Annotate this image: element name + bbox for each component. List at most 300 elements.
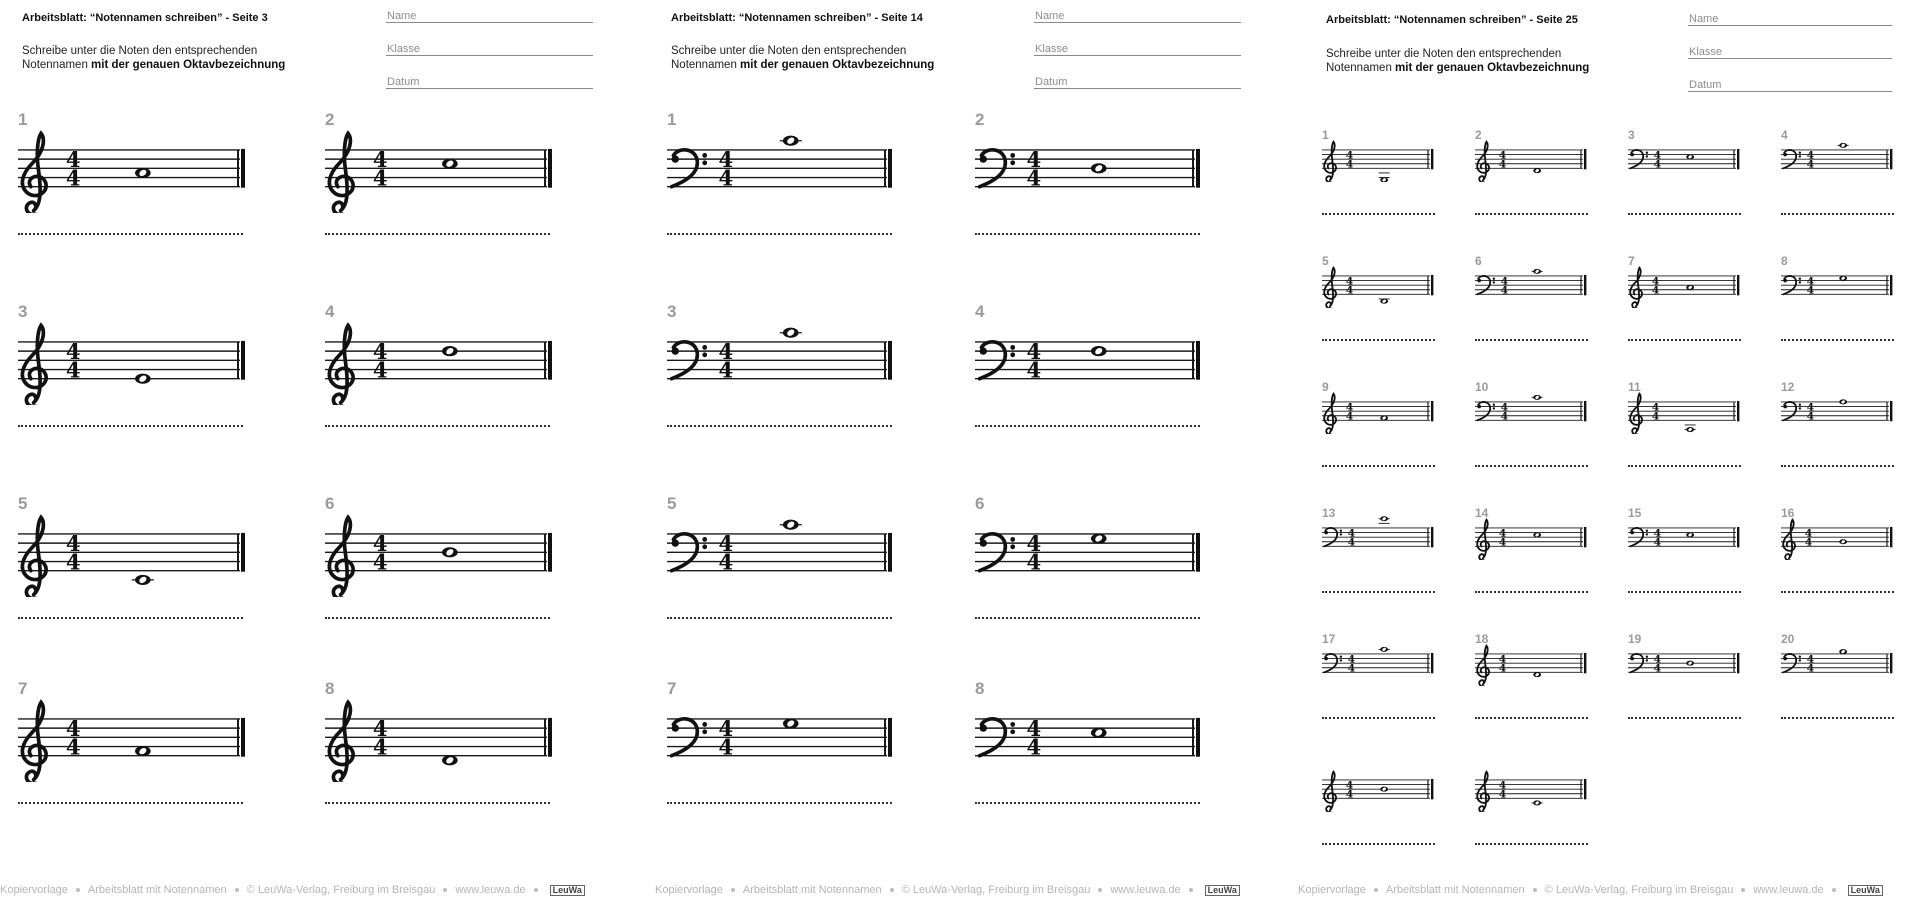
- staff-svg: [18, 695, 245, 782]
- exercise-number: 1: [18, 110, 28, 129]
- time-signature-digit: 4: [1653, 527, 1662, 540]
- staff-system: [325, 510, 552, 602]
- time-signature-digit: 4: [1026, 338, 1042, 364]
- answer-line[interactable]: [1475, 835, 1588, 845]
- footer-separator-icon: [1098, 888, 1102, 892]
- whole-note: [1380, 647, 1388, 652]
- instruction-bold: mit der genauen Oktavbezeichnung: [740, 59, 935, 72]
- staff-system: [1475, 642, 1588, 691]
- staff-system: [1322, 390, 1435, 439]
- footer-separator-icon: [1533, 888, 1537, 892]
- time-signature-digit: 4: [1498, 536, 1507, 549]
- time-signature-digit: 4: [1653, 653, 1662, 666]
- time-signature-digit: 4: [372, 338, 388, 364]
- instruction-bold: mit der genauen Oktavbezeichnung: [1395, 62, 1590, 75]
- exercise-number: 4: [1781, 128, 1788, 142]
- worksheet-title: Arbeitsblatt: “Notennamen schreiben” - Seite 25: [1326, 14, 1578, 26]
- time-signature-digit: 4: [372, 146, 388, 172]
- staff-svg: [325, 126, 552, 213]
- barline-thick: [241, 718, 245, 757]
- barline-thick: [1890, 401, 1892, 421]
- footer-separator-icon: [443, 888, 447, 892]
- time-signature-digit: 4: [65, 146, 81, 172]
- time-signature-digit: 4: [1806, 653, 1815, 666]
- answer-line[interactable]: [1781, 583, 1894, 593]
- whole-note: [1686, 427, 1694, 432]
- field-name[interactable]: Name: [1034, 10, 1241, 23]
- staff-system: [975, 510, 1200, 602]
- exercise-number: 13: [1322, 506, 1336, 520]
- time-signature-digit: 4: [1498, 662, 1507, 675]
- time-signature-digit: 4: [1498, 653, 1507, 666]
- staff-system: [1475, 138, 1588, 187]
- time-signature-digit: 4: [718, 734, 734, 760]
- staff-svg: [1781, 390, 1894, 434]
- staff-svg: [1781, 264, 1894, 308]
- barline-thick: [1890, 149, 1892, 169]
- answer-line[interactable]: [1781, 709, 1894, 719]
- staff-system: [667, 318, 892, 410]
- whole-note: [135, 374, 151, 384]
- answer-line[interactable]: [18, 225, 243, 235]
- staff-system: [1628, 138, 1741, 187]
- footer-separator-icon: [731, 888, 735, 892]
- time-signature-digit: 4: [1345, 158, 1354, 171]
- whole-note: [1091, 346, 1107, 356]
- time-signature-digit: 4: [1345, 410, 1354, 423]
- time-signature-digit: 4: [1806, 662, 1815, 675]
- barline-thick: [1584, 779, 1586, 799]
- exercise-number: 12: [1781, 380, 1795, 394]
- staff-svg: [1475, 264, 1588, 308]
- time-signature-digit: 4: [718, 549, 734, 575]
- barline-thick: [888, 149, 892, 188]
- answer-line[interactable]: [18, 794, 243, 804]
- barline-thick: [548, 341, 552, 380]
- staff-svg: [18, 510, 245, 597]
- staff-svg: [667, 318, 892, 405]
- treble-clef-icon: [329, 133, 353, 213]
- answer-line[interactable]: [667, 794, 892, 804]
- worksheet-page: [0, 0, 640, 904]
- exercise-number: 14: [1475, 506, 1489, 520]
- barline-thick: [1890, 653, 1892, 673]
- staff-svg: [667, 510, 892, 597]
- exercise-number: 17: [1322, 632, 1336, 646]
- footer-item: Kopiervorlage: [1298, 884, 1366, 896]
- footer-item: www.leuwa.de: [455, 884, 526, 896]
- answer-line[interactable]: [975, 417, 1200, 427]
- staff-svg: [1628, 516, 1741, 560]
- barline-thick: [1584, 653, 1586, 673]
- time-signature-digit: 4: [1500, 410, 1509, 423]
- exercise-number: 2: [1475, 128, 1482, 142]
- answer-line[interactable]: [667, 417, 892, 427]
- time-signature-digit: 4: [1806, 410, 1815, 423]
- whole-note: [1091, 728, 1107, 738]
- whole-note: [442, 547, 458, 557]
- staff-svg: [1322, 390, 1435, 434]
- field-name[interactable]: Name: [1688, 13, 1892, 26]
- footer-separator-icon: [1741, 888, 1745, 892]
- answer-line[interactable]: [667, 609, 892, 619]
- time-signature-digit: 4: [1498, 779, 1507, 792]
- footer-separator-icon: [235, 888, 239, 892]
- answer-line[interactable]: [1628, 205, 1741, 215]
- staff-svg: [1475, 516, 1588, 560]
- field-name[interactable]: Name: [386, 10, 593, 23]
- exercise-number: 5: [18, 494, 28, 513]
- answer-line[interactable]: [325, 609, 550, 619]
- staff-svg: [667, 126, 892, 213]
- time-signature-digit: 4: [1345, 779, 1354, 792]
- exercise-number: 11: [1628, 380, 1641, 394]
- treble-clef-icon: [1783, 520, 1795, 560]
- answer-line[interactable]: [325, 794, 550, 804]
- footer-separator-icon: [1374, 888, 1378, 892]
- barline-thick: [888, 341, 892, 380]
- whole-note: [1380, 516, 1388, 521]
- answer-line[interactable]: [1781, 331, 1894, 341]
- treble-clef-icon: [1324, 268, 1336, 308]
- treble-clef-icon: [1477, 142, 1489, 182]
- field-klasse[interactable]: Klasse: [1688, 46, 1892, 59]
- field-datum[interactable]: Datum: [1034, 76, 1241, 89]
- exercise-number: 6: [975, 494, 985, 513]
- answer-line[interactable]: [1475, 583, 1588, 593]
- exercise-number: 6: [325, 494, 335, 513]
- barline-thick: [548, 149, 552, 188]
- worksheet-page: [655, 0, 1275, 904]
- treble-clef-icon: [22, 133, 46, 213]
- barline-thick: [888, 533, 892, 572]
- exercise-number: 7: [667, 679, 677, 698]
- staff-svg: [1322, 138, 1435, 182]
- staff-svg: [1781, 138, 1894, 182]
- staff-system: [1781, 264, 1894, 313]
- answer-line[interactable]: [1322, 583, 1435, 593]
- footer-item: © LeuWa-Verlag, Freiburg im Breisgau: [901, 884, 1091, 896]
- staff-svg: [18, 126, 245, 213]
- whole-note: [1091, 533, 1107, 543]
- field-klasse[interactable]: Klasse: [1034, 43, 1241, 56]
- whole-note: [1686, 154, 1694, 159]
- field-datum[interactable]: Datum: [386, 76, 593, 89]
- footer-item: Arbeitsblatt mit Notennamen: [742, 884, 882, 896]
- treble-clef-icon: [22, 517, 46, 597]
- barline-thick: [548, 718, 552, 757]
- field-datum[interactable]: Datum: [1688, 79, 1892, 92]
- footer: [0, 884, 585, 896]
- leuwa-logo: LeuWa: [550, 885, 585, 896]
- barline-thick: [241, 533, 245, 572]
- time-signature-digit: 4: [1651, 284, 1660, 297]
- whole-note: [783, 136, 799, 146]
- time-signature-digit: 4: [372, 530, 388, 556]
- barline-thick: [1890, 275, 1892, 295]
- barline-thick: [1584, 149, 1586, 169]
- exercise-number: 2: [975, 110, 985, 129]
- staff-svg: [975, 318, 1200, 405]
- time-signature-digit: 4: [1345, 284, 1354, 297]
- exercise-number: 7: [18, 679, 28, 698]
- time-signature-digit: 4: [1804, 527, 1813, 540]
- staff-svg: [325, 510, 552, 597]
- staff-system: [975, 695, 1200, 787]
- staff-system: [1322, 138, 1435, 187]
- footer-separator-icon: [1189, 888, 1193, 892]
- staff-system: [18, 510, 245, 602]
- instruction-plain: Schreibe unter die Noten den entsprechenden Notennamen: [22, 45, 258, 72]
- time-signature-digit: 4: [1347, 662, 1356, 675]
- answer-line[interactable]: [1322, 331, 1435, 341]
- whole-note: [783, 718, 799, 728]
- answer-line[interactable]: [1781, 205, 1894, 215]
- whole-note: [1839, 276, 1847, 281]
- whole-note: [1839, 399, 1847, 404]
- barline-thick: [1196, 533, 1200, 572]
- barline-thick: [241, 149, 245, 188]
- whole-note: [1533, 532, 1541, 537]
- staff-system: [1628, 516, 1741, 565]
- answer-line[interactable]: [1628, 709, 1741, 719]
- staff-svg: [975, 510, 1200, 597]
- staff-svg: [1475, 768, 1588, 812]
- time-signature-digit: 4: [1500, 275, 1509, 288]
- barline-thick: [1431, 527, 1433, 547]
- field-klasse[interactable]: Klasse: [386, 43, 593, 56]
- time-signature-digit: 4: [1500, 284, 1509, 297]
- time-signature-digit: 4: [1498, 158, 1507, 171]
- answer-line[interactable]: [975, 794, 1200, 804]
- whole-note: [1533, 672, 1541, 677]
- staff-svg: [1781, 642, 1894, 686]
- footer-item: Kopiervorlage: [655, 884, 723, 896]
- worksheet-title: Arbeitsblatt: “Notennamen schreiben” - Seite 14: [671, 12, 923, 24]
- instruction-text: [671, 44, 971, 73]
- barline-thick: [1890, 527, 1892, 547]
- staff-system: [18, 318, 245, 410]
- answer-line[interactable]: [1322, 835, 1435, 845]
- answer-line[interactable]: [1628, 457, 1741, 467]
- answer-line[interactable]: [1628, 331, 1741, 341]
- treble-clef-icon: [1477, 772, 1489, 812]
- time-signature-digit: 4: [718, 146, 734, 172]
- exercise-number: 16: [1781, 506, 1795, 520]
- answer-line[interactable]: [1322, 709, 1435, 719]
- staff-system: [1781, 390, 1894, 439]
- staff-system: [325, 695, 552, 787]
- time-signature-digit: 4: [65, 338, 81, 364]
- footer-item: Arbeitsblatt mit Notennamen: [1385, 884, 1525, 896]
- whole-note: [783, 328, 799, 338]
- whole-note: [1839, 539, 1847, 544]
- time-signature-digit: 4: [1347, 653, 1356, 666]
- staff-svg: [1781, 516, 1894, 560]
- footer-separator-icon: [76, 888, 80, 892]
- staff-svg: [1628, 138, 1741, 182]
- exercise-number: 5: [667, 494, 677, 513]
- whole-note: [1533, 800, 1541, 805]
- worksheet-title: Arbeitsblatt: “Notennamen schreiben” - Seite 3: [22, 12, 268, 24]
- whole-note: [135, 168, 151, 178]
- instruction-plain: Schreibe unter die Noten den entsprechenden Notennamen: [671, 45, 907, 72]
- exercise-number: 10: [1475, 380, 1489, 394]
- time-signature-digit: 4: [1345, 401, 1354, 414]
- treble-clef-icon: [1630, 268, 1642, 308]
- treble-clef-icon: [1324, 142, 1336, 182]
- staff-system: [325, 318, 552, 410]
- treble-clef-icon: [1324, 394, 1336, 434]
- leuwa-logo: LeuWa: [1205, 885, 1240, 896]
- exercise-number: 4: [325, 302, 335, 321]
- answer-line[interactable]: [1322, 205, 1435, 215]
- time-signature-digit: 4: [1026, 146, 1042, 172]
- time-signature-digit: 4: [1345, 149, 1354, 162]
- time-signature-digit: 4: [1804, 536, 1813, 549]
- staff-system: [1475, 516, 1588, 565]
- whole-note: [442, 755, 458, 765]
- answer-line[interactable]: [1781, 457, 1894, 467]
- time-signature-digit: 4: [372, 715, 388, 741]
- staff-svg: [1628, 390, 1741, 434]
- staff-system: [1781, 516, 1894, 565]
- answer-line[interactable]: [18, 417, 243, 427]
- whole-note: [1380, 787, 1388, 792]
- answer-line[interactable]: [1628, 583, 1741, 593]
- exercise-number: 6: [1475, 254, 1482, 268]
- time-signature-digit: 4: [718, 715, 734, 741]
- treble-clef-icon: [22, 702, 46, 782]
- staff-system: [667, 695, 892, 787]
- barline-thick: [1196, 341, 1200, 380]
- time-signature-digit: 4: [1026, 357, 1042, 383]
- answer-line[interactable]: [1475, 205, 1588, 215]
- footer-separator-icon: [890, 888, 894, 892]
- time-signature-digit: 4: [65, 357, 81, 383]
- answer-line[interactable]: [1475, 709, 1588, 719]
- treble-clef-icon: [22, 325, 46, 405]
- treble-clef-icon: [329, 325, 353, 405]
- barline-thick: [1737, 275, 1739, 295]
- time-signature-digit: 4: [1806, 275, 1815, 288]
- treble-clef-icon: [329, 517, 353, 597]
- footer: [1298, 884, 1883, 896]
- time-signature-digit: 4: [1026, 734, 1042, 760]
- answer-line[interactable]: [667, 225, 892, 235]
- treble-clef-icon: [1324, 772, 1336, 812]
- staff-system: [1628, 390, 1741, 439]
- time-signature-digit: 4: [65, 530, 81, 556]
- exercise-number: 8: [1781, 254, 1788, 268]
- footer-item: www.leuwa.de: [1110, 884, 1181, 896]
- barline-thick: [1431, 149, 1433, 169]
- time-signature-digit: 4: [65, 165, 81, 191]
- whole-note: [1091, 163, 1107, 173]
- barline-thick: [1584, 401, 1586, 421]
- time-signature-digit: 4: [1498, 149, 1507, 162]
- exercise-number: 5: [1322, 254, 1329, 268]
- exercise-number: 15: [1628, 506, 1642, 520]
- whole-note: [1380, 299, 1388, 304]
- staff-system: [667, 126, 892, 218]
- time-signature-digit: 4: [718, 338, 734, 364]
- staff-system: [1322, 642, 1435, 691]
- footer-item: Kopiervorlage: [0, 884, 68, 896]
- footer-separator-icon: [534, 888, 538, 892]
- staff-system: [1322, 768, 1435, 817]
- answer-line[interactable]: [975, 225, 1200, 235]
- footer-item: www.leuwa.de: [1753, 884, 1824, 896]
- time-signature-digit: 4: [1026, 530, 1042, 556]
- whole-note: [135, 746, 151, 756]
- exercise-number: 8: [975, 679, 985, 698]
- treble-clef-icon: [1477, 520, 1489, 560]
- exercise-number: 3: [667, 302, 677, 321]
- time-signature-digit: 4: [1347, 527, 1356, 540]
- staff-system: [975, 318, 1200, 410]
- whole-note: [1839, 649, 1847, 654]
- staff-svg: [1322, 642, 1435, 686]
- time-signature-digit: 4: [65, 715, 81, 741]
- barline-thick: [1431, 779, 1433, 799]
- staff-system: [667, 510, 892, 602]
- answer-line[interactable]: [1475, 331, 1588, 341]
- whole-note: [1533, 168, 1541, 173]
- staff-svg: [1322, 516, 1435, 560]
- footer: [655, 884, 1240, 896]
- exercise-number: 8: [325, 679, 335, 698]
- time-signature-digit: 4: [1026, 715, 1042, 741]
- footer-item: © LeuWa-Verlag, Freiburg im Breisgau: [1544, 884, 1734, 896]
- whole-note: [1686, 285, 1694, 290]
- answer-line[interactable]: [975, 609, 1200, 619]
- exercise-number: 7: [1628, 254, 1635, 268]
- answer-line[interactable]: [325, 225, 550, 235]
- leuwa-logo: LeuWa: [1848, 885, 1883, 896]
- exercise-number: 19: [1628, 632, 1642, 646]
- whole-note: [1686, 532, 1694, 537]
- exercise-number: 1: [1322, 128, 1329, 142]
- staff-svg: [325, 695, 552, 782]
- footer-item: © LeuWa-Verlag, Freiburg im Breisgau: [246, 884, 436, 896]
- time-signature-digit: 4: [1653, 662, 1662, 675]
- barline-thick: [1431, 653, 1433, 673]
- answer-line[interactable]: [1475, 457, 1588, 467]
- answer-line[interactable]: [325, 417, 550, 427]
- exercise-number: 1: [667, 110, 677, 129]
- staff-system: [1475, 390, 1588, 439]
- answer-line[interactable]: [18, 609, 243, 619]
- worksheet-page: [1300, 0, 1920, 904]
- barline-thick: [1737, 653, 1739, 673]
- time-signature-digit: 4: [1651, 410, 1660, 423]
- time-signature-digit: 4: [1806, 401, 1815, 414]
- time-signature-digit: 4: [1026, 165, 1042, 191]
- answer-line[interactable]: [1322, 457, 1435, 467]
- time-signature-digit: 4: [1026, 549, 1042, 575]
- staff-system: [1322, 264, 1435, 313]
- treble-clef-icon: [329, 702, 353, 782]
- treble-clef-icon: [1630, 394, 1642, 434]
- time-signature-digit: 4: [1347, 536, 1356, 549]
- staff-system: [1322, 516, 1435, 565]
- staff-system: [18, 126, 245, 218]
- staff-system: [975, 126, 1200, 218]
- staff-svg: [975, 126, 1200, 213]
- whole-note: [442, 159, 458, 169]
- whole-note: [1533, 269, 1541, 274]
